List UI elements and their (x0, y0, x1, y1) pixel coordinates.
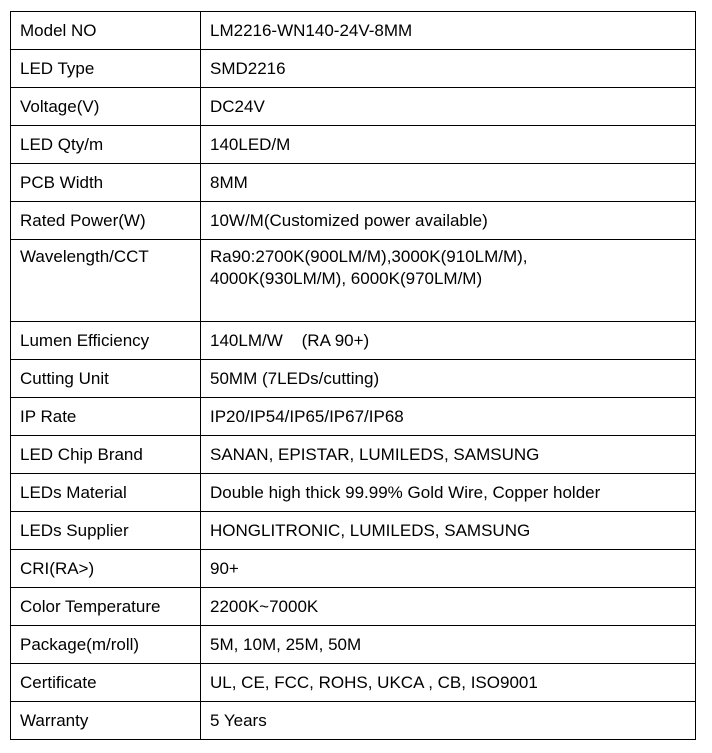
table-row (11, 436, 696, 474)
row-label: LEDs Material (11, 474, 201, 512)
table-row (11, 626, 696, 664)
row-value-line: 4000K(930LM/M), 6000K(970LM/M) (210, 269, 483, 288)
table-row (11, 12, 696, 50)
row-value: SANAN, EPISTAR, LUMILEDS, SAMSUNG (201, 436, 696, 474)
table-row (11, 512, 696, 550)
table-row (11, 398, 696, 436)
table-row (11, 202, 696, 240)
row-label: Cutting Unit (11, 360, 201, 398)
row-label: LED Type (11, 50, 201, 88)
row-label: Rated Power(W) (11, 202, 201, 240)
row-value (201, 240, 696, 322)
row-value-line: Ra90:2700K(900LM/M),3000K(910LM/M), (210, 247, 528, 266)
table-row (11, 322, 696, 360)
row-label: Voltage(V) (11, 88, 201, 126)
row-label: PCB Width (11, 164, 201, 202)
row-label: Color Temperature (11, 588, 201, 626)
row-label: Certificate (11, 664, 201, 702)
table-row (11, 588, 696, 626)
row-value: 2200K~7000K (201, 588, 696, 626)
row-value: 50MM (7LEDs/cutting) (201, 360, 696, 398)
row-label: Model NO (11, 12, 201, 50)
row-value: Double high thick 99.99% Gold Wire, Copper holder (201, 474, 696, 512)
row-value: UL, CE, FCC, ROHS, UKCA , CB, ISO9001 (201, 664, 696, 702)
row-value: 140LED/M (201, 126, 696, 164)
row-label: Package(m/roll) (11, 626, 201, 664)
row-label: IP Rate (11, 398, 201, 436)
table-row (11, 88, 696, 126)
row-value: 10W/M(Customized power available) (201, 202, 696, 240)
row-value: 5 Years (201, 702, 696, 740)
row-label: Warranty (11, 702, 201, 740)
row-label: Wavelength/CCT (11, 240, 201, 322)
table-row (11, 702, 696, 740)
row-value: 90+ (201, 550, 696, 588)
row-label: LED Chip Brand (11, 436, 201, 474)
row-value: LM2216-WN140-24V-8MM (201, 12, 696, 50)
table-row (11, 240, 696, 322)
spec-table (10, 11, 696, 740)
row-label: LEDs Supplier (11, 512, 201, 550)
table-row (11, 550, 696, 588)
table-row (11, 164, 696, 202)
row-label: Lumen Efficiency (11, 322, 201, 360)
row-value: DC24V (201, 88, 696, 126)
row-value: SMD2216 (201, 50, 696, 88)
row-value: HONGLITRONIC, LUMILEDS, SAMSUNG (201, 512, 696, 550)
table-row (11, 664, 696, 702)
row-label: CRI(RA>) (11, 550, 201, 588)
row-value: 140LM/W (RA 90+) (201, 322, 696, 360)
row-value: 8MM (201, 164, 696, 202)
table-row (11, 50, 696, 88)
row-value: 5M, 10M, 25M, 50M (201, 626, 696, 664)
table-row (11, 126, 696, 164)
table-row (11, 474, 696, 512)
row-label: LED Qty/m (11, 126, 201, 164)
row-value: IP20/IP54/IP65/IP67/IP68 (201, 398, 696, 436)
table-row (11, 360, 696, 398)
